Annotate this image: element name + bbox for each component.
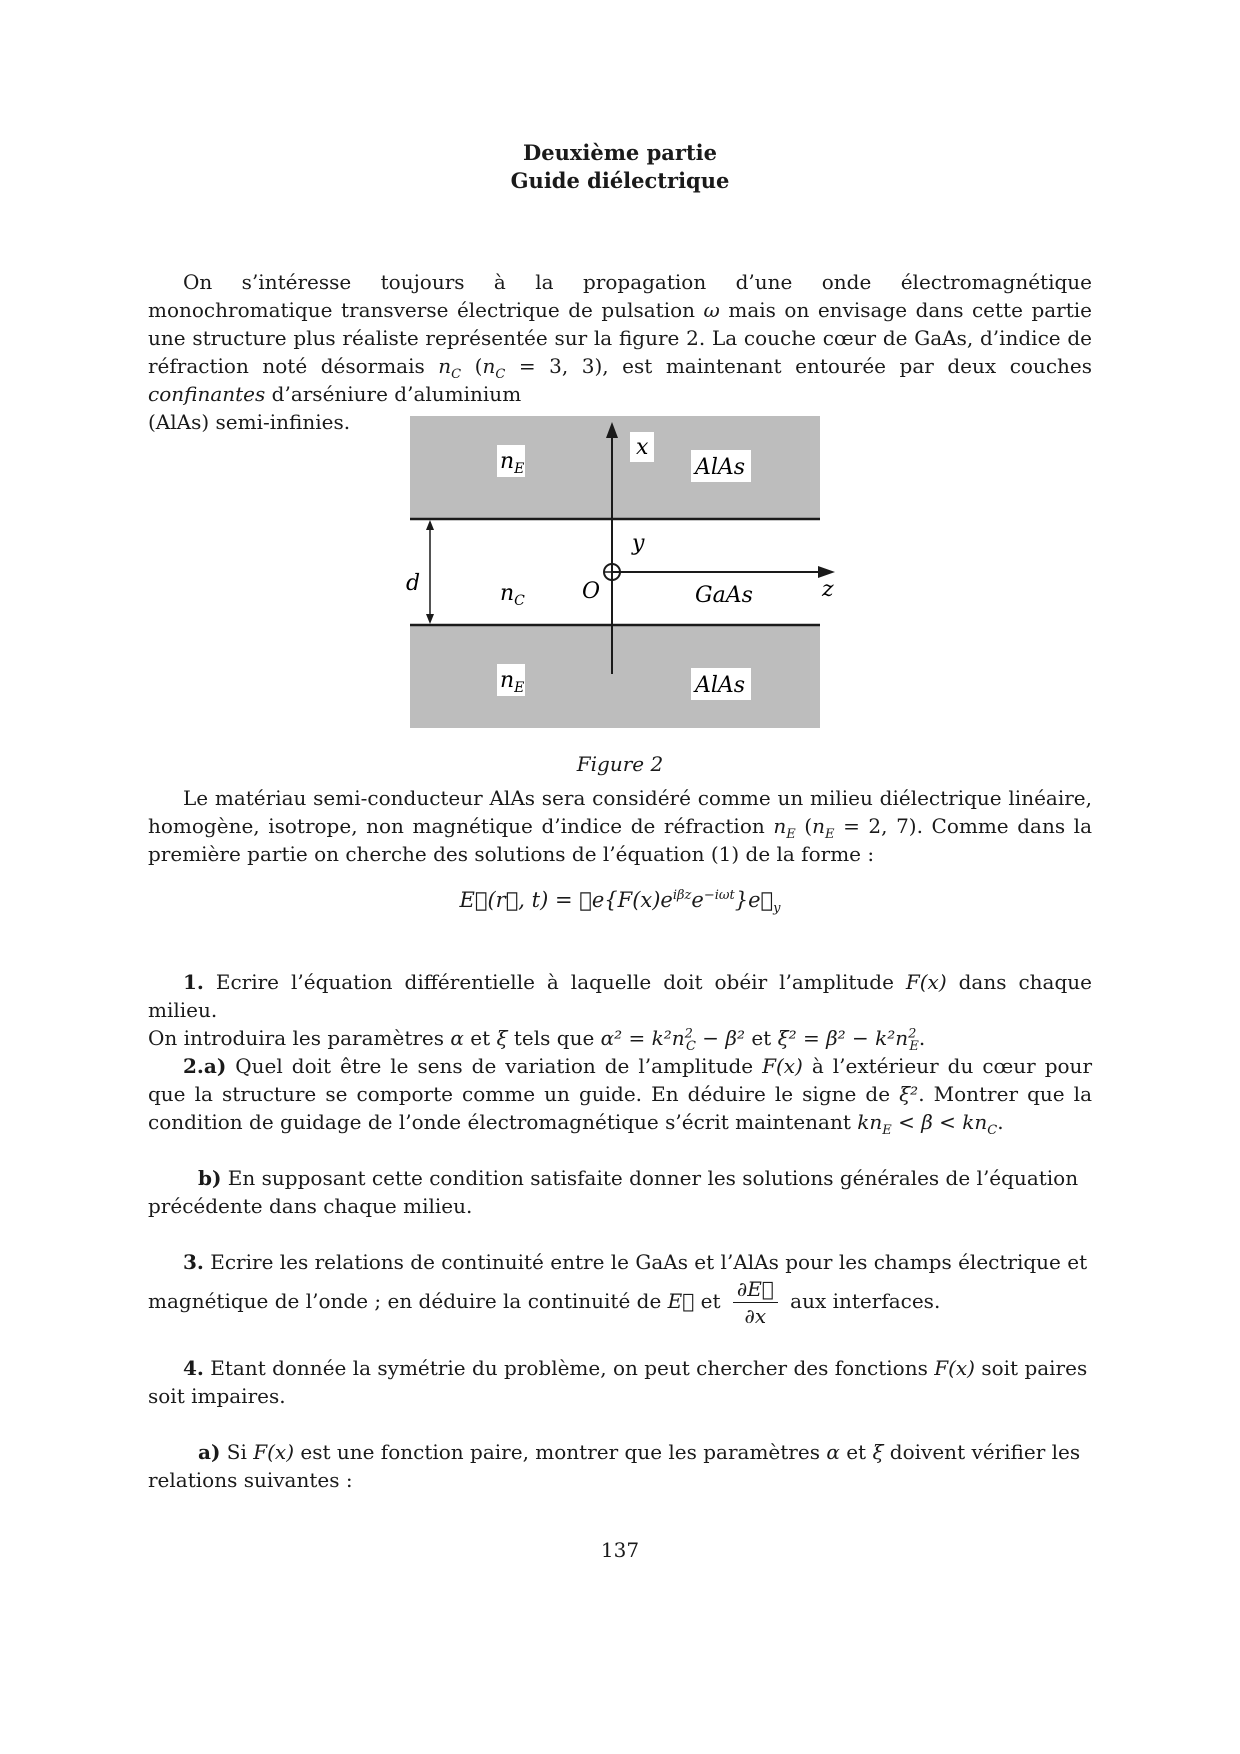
page-number: 137 [600,1538,640,1562]
top-index-label: $n_E$ [500,449,525,477]
confinantes-word: confinantes [148,382,266,406]
material-paragraph [148,784,1092,868]
nc-symbol: n [438,354,452,378]
question-3-line-2 [148,1276,1092,1329]
y-axis-label: y [632,531,645,556]
field-equation [0,888,1240,917]
intro-paragraph [148,268,1092,436]
question-4-number: 4. [183,1356,204,1380]
q1-eq2-sup: 2 [908,1026,917,1042]
equation-exponent-1: iβz [672,888,692,903]
q4a-xi: ξ [872,1440,884,1464]
q4a-text-3: doivent vérifier les [883,1440,1081,1464]
ne-subscript-2: E [825,827,835,842]
equation-lhs: E⃗(r⃗, t) = [459,888,580,912]
q3-text-1: Ecrire les relations de continuité entre le GaAs et l’AlAs pour les champs électrique et [203,1250,1088,1274]
intro-text-1: On s’intéresse toujours à la propagation d’une onde électromagnétique monochromatique transverse électrique de pulsation [148,270,1092,322]
fraction-denominator: ∂x [744,1304,767,1328]
q3-et: et [694,1289,727,1313]
bottom-index-label: $n_E$ [500,668,525,696]
thickness-label: d [406,571,421,596]
q1-text-4: tels que [507,1026,601,1050]
equation-e: e [691,888,704,912]
q1-text-3: On introduira les paramètres [148,1026,451,1050]
equation-exponent-2: −iωt [703,888,735,903]
q4-text-2: soit paires [974,1356,1088,1380]
q1-alpha: α [450,1026,464,1050]
q2a-text-2: à l’extérieur du cœur pour que la structure se comporte comme un guide. En déduire le signe de [148,1054,1093,1106]
top-alas-label: AlAs [695,455,746,480]
q2a-end: . [997,1110,1004,1134]
question-4a-number: a) [198,1440,221,1464]
part-title: Deuxième partie [523,140,717,165]
question-2b-number: b) [198,1166,222,1190]
nc-subscript-2: C [495,367,506,382]
q2a-text-1: Quel doit être le sens de variation de l’amplitude [226,1054,763,1078]
ne-value: = 2, 7 [834,814,909,838]
q4a-text-2: est une fonction paire, montrer que les paramètres [294,1440,827,1464]
q3-text-2: magnétique de l’onde ; en déduire la continuité de [148,1289,668,1313]
material-text-2: ( [795,814,813,838]
nc-value: = 3, 3 [505,354,595,378]
material-text-1: Le matériau semi-conducteur AlAs sera considéré comme un milieu diélectrique linéaire, homogène, isotrope, non magnétique d’indice de réfraction [148,786,1092,838]
core-index-label: $n_C$ [500,581,525,609]
q2a-text-3: . Montrer que la condition de guidage de l’onde électromagnétique s’écrit maintenant [148,1082,1092,1134]
q1-eq1b: − β² [695,1026,745,1050]
q2a-xi2: ξ² [899,1082,919,1106]
q1-et-1: et [463,1026,497,1050]
equation-real-part: ℛe [579,888,605,912]
question-3 [148,1248,1092,1276]
q4a-text-4: relations suivantes : [148,1468,353,1492]
q2a-Fx: F(x) [762,1054,803,1078]
waveguide-figure [400,412,840,744]
q4-text-1: Etant donnée la symétrie du problème, on peut chercher des fonctions [203,1356,935,1380]
q2a-cond1-sub: E [882,1123,892,1138]
material-text-3: ). Comme dans la première partie on cherche des solutions de l’équation (1) de la forme : [148,814,1092,866]
equation-subscript: y [773,901,781,917]
q1-line-2 [148,1024,1092,1052]
x-axis-label: x [636,435,649,460]
q1-eq2: ξ² = β² − k²n [777,1026,909,1050]
q2b-text-2: précédente dans chaque milieu. [148,1194,473,1218]
q2a-cond2: < β < kn [891,1110,988,1134]
ne-symbol: n [773,814,787,838]
q1-Fx: F(x) [905,970,947,994]
fraction-numerator: ∂E⃗ [733,1276,778,1303]
question-4 [148,1354,1092,1410]
q4a-et: et [839,1440,873,1464]
question-2a [148,1052,1092,1136]
ne-subscript: E [786,827,796,842]
intro-text-6: (AlAs) semi-infinies. [148,410,351,434]
q4a-alpha: α [826,1440,840,1464]
question-2a-number: 2.a) [183,1054,227,1078]
q4a-text-1: Si [220,1440,254,1464]
question-3-number: 3. [183,1250,204,1274]
q4-Fx: F(x) [934,1356,975,1380]
omega-symbol: ω [703,298,720,322]
q1-text-1: Ecrire l’équation différentielle à laquelle doit obéir l’amplitude [203,970,906,994]
nc-symbol-2: n [482,354,496,378]
q1-end: . [918,1026,926,1050]
ne-symbol-2: n [812,814,825,838]
equation-tail: }e⃗ [734,888,774,912]
figure-caption: Figure 2 [576,752,664,776]
intro-text-5: d’arséniure d’aluminium [265,382,522,406]
q1-et-2: et [744,1026,778,1050]
question-2b [148,1164,1092,1220]
q4a-Fx: F(x) [253,1440,294,1464]
q3-E: E⃗ [667,1289,695,1313]
q2a-cond2-sub: C [987,1123,998,1138]
intro-text-4: ), est maintenant entourée par deux couches [594,354,1092,378]
q1-xi: ξ [496,1026,508,1050]
intro-text-3: ( [474,354,483,378]
section-title: Guide diélectrique [510,168,730,193]
intro-text-2: mais on envisage dans cette partie une structure plus réaliste représentée sur la figure 2. La couche cœur de GaAs, d’indice de réfraction noté désormais [148,298,1093,378]
question-4a [148,1438,1092,1494]
bottom-alas-label: AlAs [695,673,746,698]
q1-eq1: α² = k²n [600,1026,685,1050]
q3-text-3: aux interfaces. [783,1289,941,1313]
q1-eq1-sub: C [685,1039,696,1054]
q1-eq2-sub: E [909,1039,919,1054]
question-1 [148,968,1092,1052]
origin-label: O [582,579,601,604]
q2a-cond1: kn [857,1110,883,1134]
q1-eq1-sup: 2 [684,1026,693,1042]
q2b-text-1: En supposant cette condition satisfaite donner les solutions générales de l’équation [221,1166,1079,1190]
q4-text-3: soit impaires. [148,1384,286,1408]
equation-body: {F(x)e [604,888,673,912]
q1-text-2: dans chaque milieu. [148,970,1092,1022]
bottom-cladding-layer [410,625,820,728]
z-axis-label: z [822,577,834,602]
partial-derivative-fraction [733,1276,778,1329]
core-gaas-label: GaAs [695,583,753,608]
question-1-number: 1. [183,970,204,994]
nc-subscript: C [451,367,462,382]
